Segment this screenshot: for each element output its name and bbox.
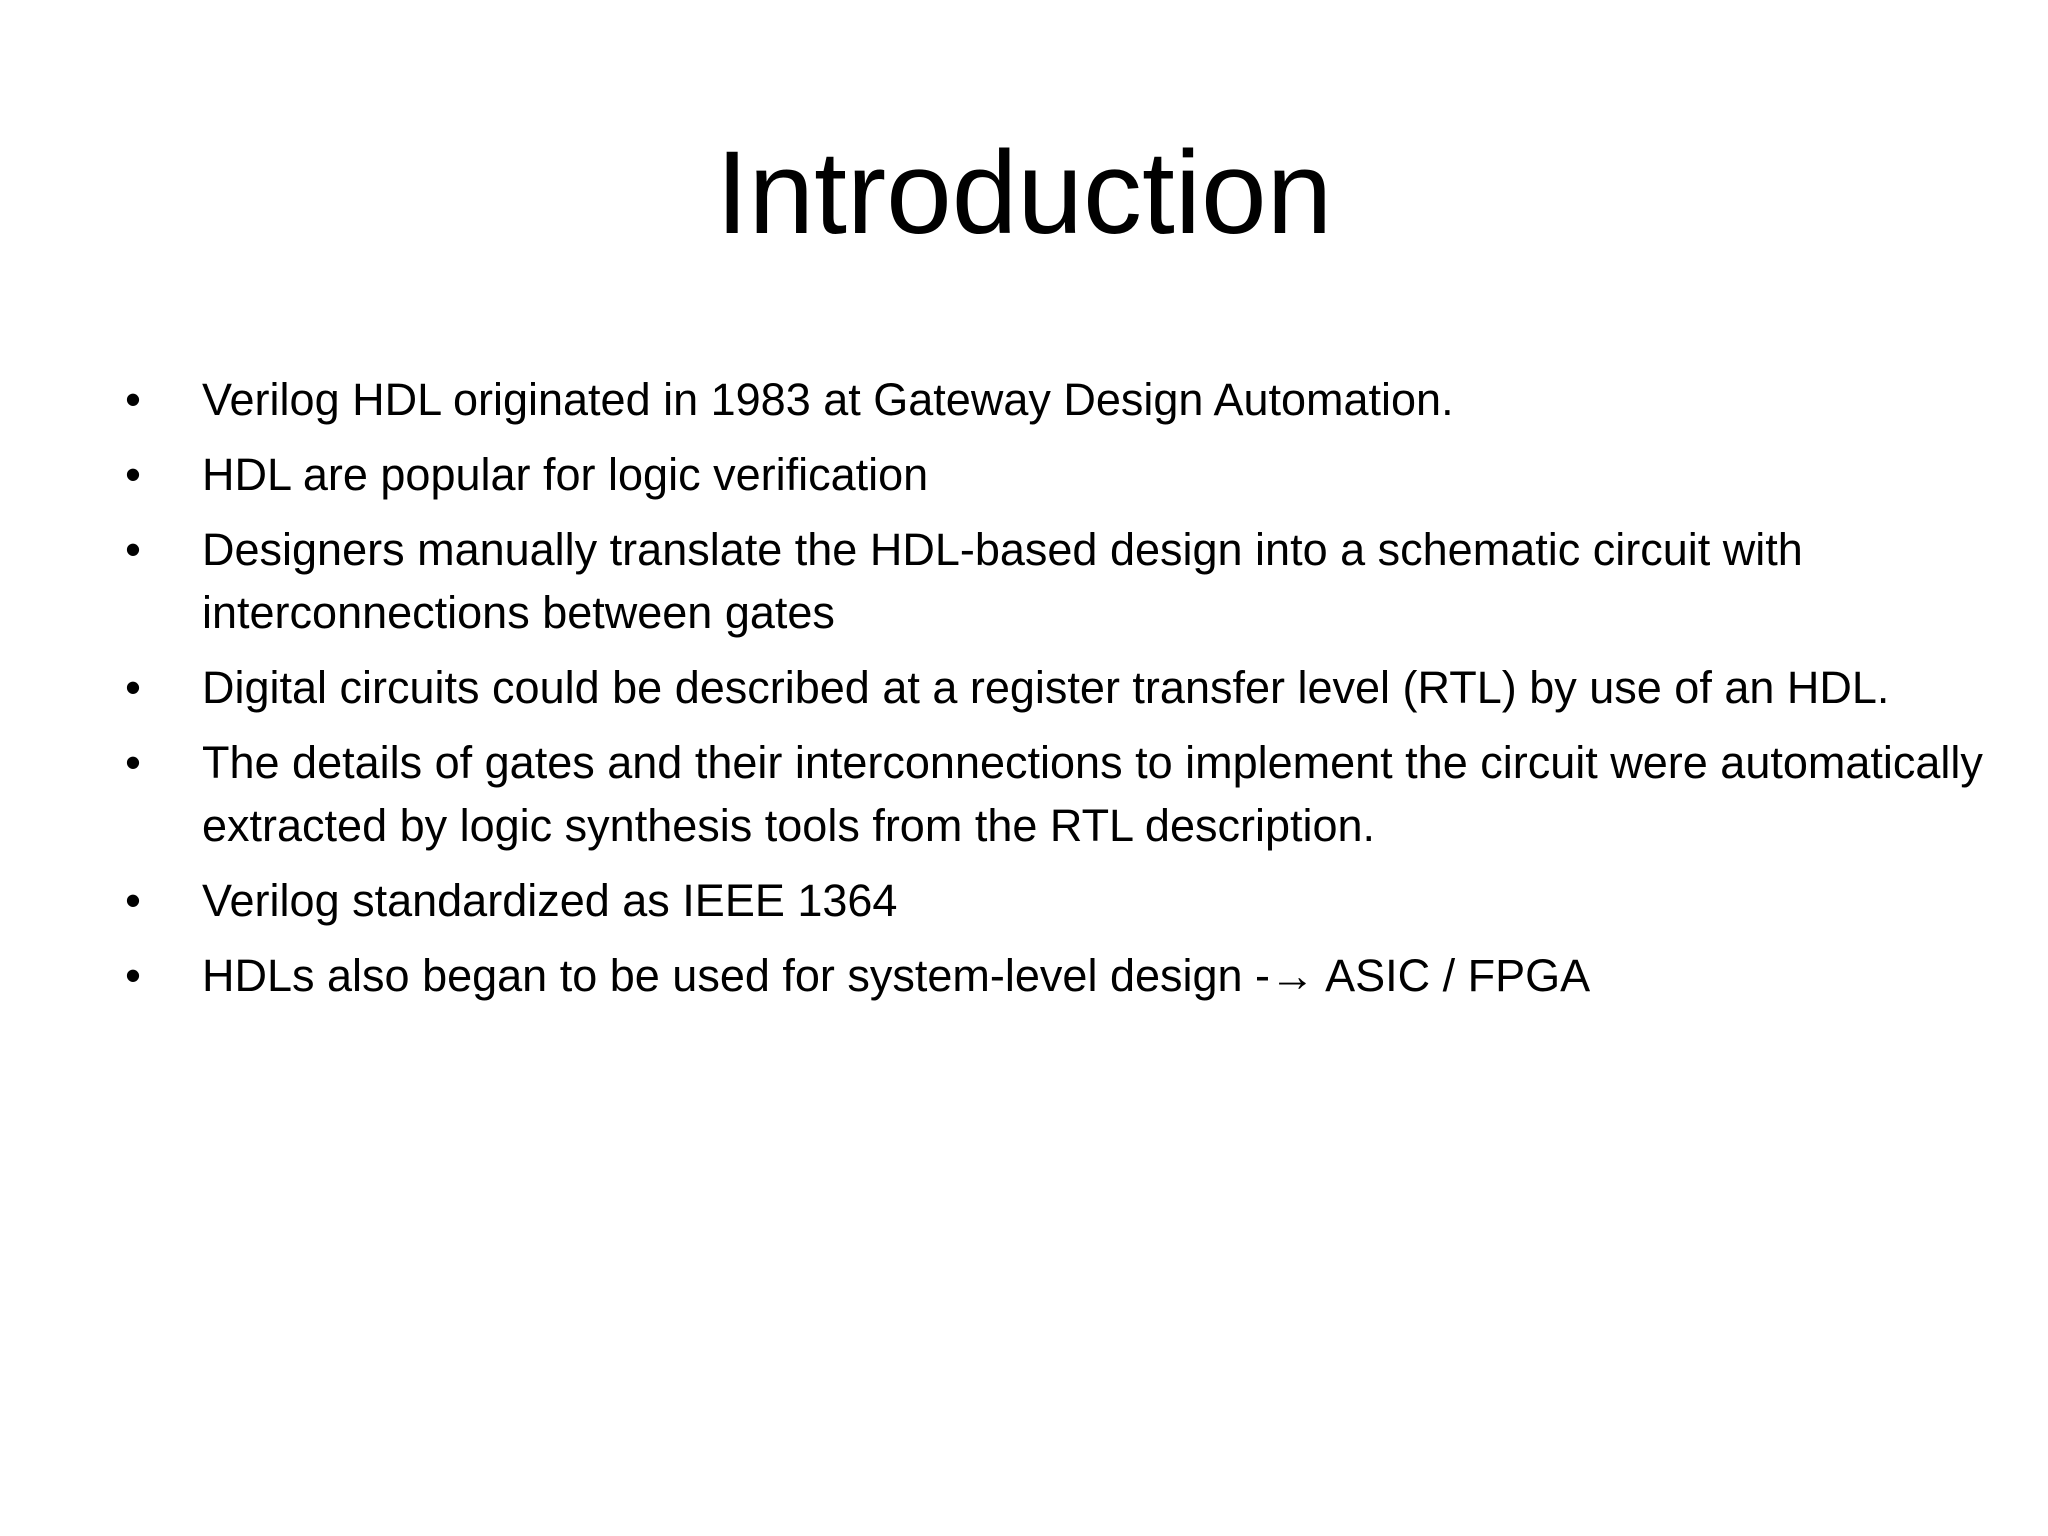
bullet-item bbox=[0, 656, 2048, 719]
bullet-icon: • bbox=[125, 374, 141, 425]
bullet-item bbox=[0, 731, 2048, 857]
bullet-item bbox=[0, 443, 2048, 506]
bullet-item bbox=[0, 944, 2048, 1007]
bullet-icon: • bbox=[125, 662, 141, 713]
bullet-icon: • bbox=[125, 950, 141, 1001]
bullet-text: Designers manually translate the HDL-based design into a schematic circuit with interconnections between gates bbox=[202, 524, 1803, 638]
bullet-text: Digital circuits could be described at a register transfer level (RTL) by use of an HDL. bbox=[202, 662, 1890, 713]
bullet-icon: • bbox=[125, 449, 141, 500]
bullet-text: Verilog standardized as IEEE 1364 bbox=[202, 875, 898, 926]
bullet-icon: • bbox=[125, 737, 141, 788]
bullet-list bbox=[0, 368, 2048, 1019]
bullet-icon: • bbox=[125, 875, 141, 926]
bullet-item bbox=[0, 368, 2048, 431]
bullet-text: Verilog HDL originated in 1983 at Gateway Design Automation. bbox=[202, 374, 1454, 425]
bullet-item bbox=[0, 869, 2048, 932]
bullet-text: The details of gates and their interconnections to implement the circuit were automatically extracted by logic synthesis tools from the RTL description. bbox=[202, 737, 1983, 851]
bullet-text: HDL are popular for logic verification bbox=[202, 449, 929, 500]
bullet-item bbox=[0, 518, 2048, 644]
bullet-text: HDLs also began to be used for system-level design -→ ASIC / FPGA bbox=[202, 950, 1591, 1001]
slide-title: Introduction bbox=[715, 127, 1333, 259]
bullet-icon: • bbox=[125, 524, 141, 575]
